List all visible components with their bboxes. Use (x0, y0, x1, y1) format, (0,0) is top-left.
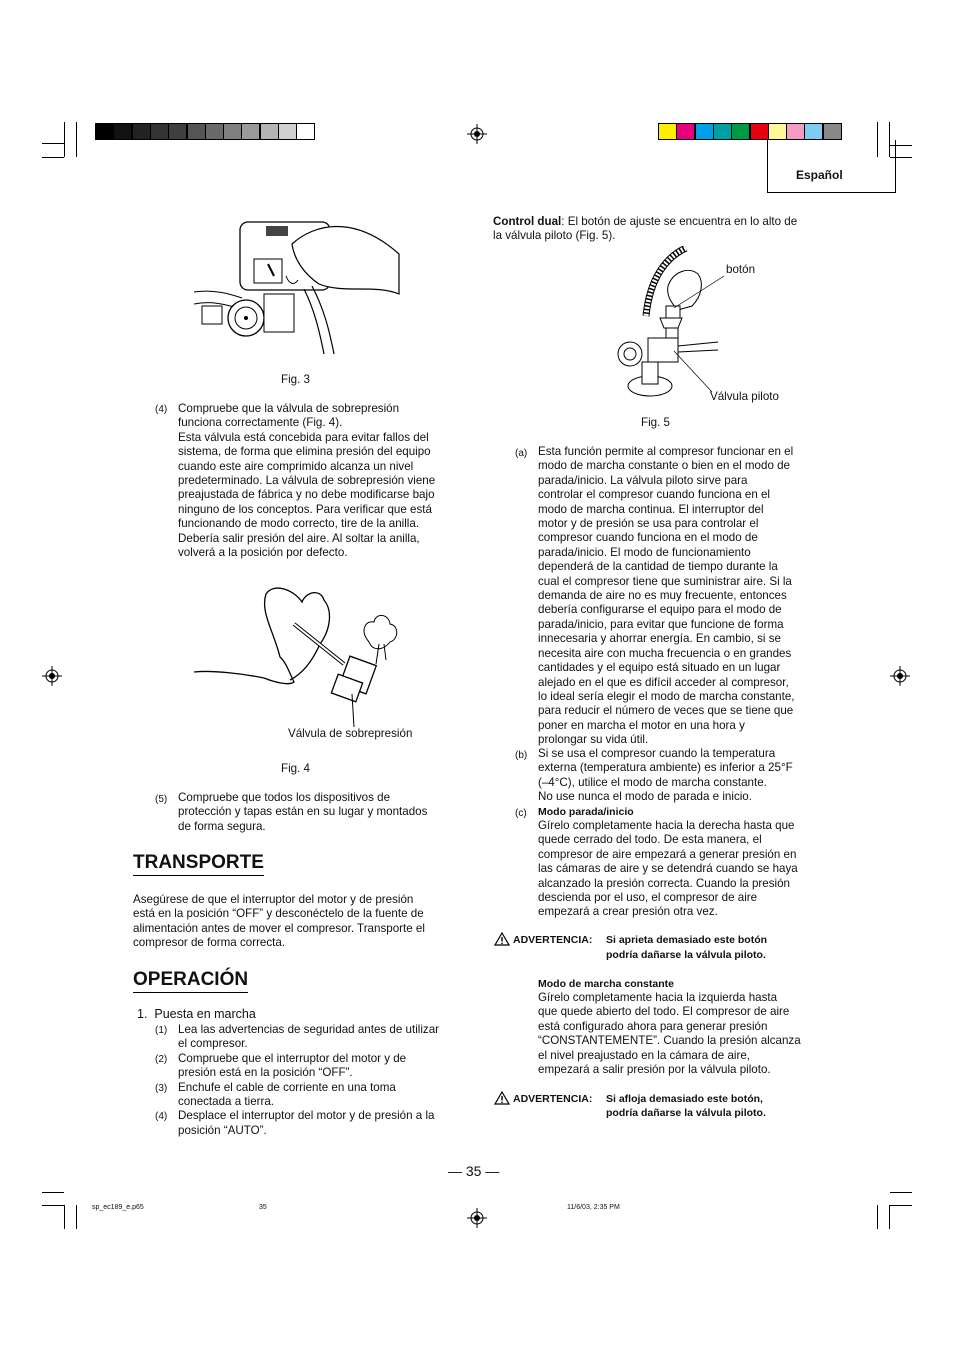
text-line: que quede abierto del todo. El compresor de aire (538, 1005, 790, 1019)
text-line: empezará a crear presión otra vez. (538, 905, 718, 919)
puesta-en-marcha-heading: 1. Puesta en marcha (137, 1007, 256, 1021)
fig3-caption: Fig. 3 (281, 373, 310, 386)
calibration-swatch (95, 123, 114, 140)
text-line: parada/inicio. La válvula piloto sirve para (538, 473, 748, 487)
compressor-hand-illustration (194, 214, 404, 356)
text-line: conectada a tierra. (178, 1095, 275, 1109)
fig5-label-boton: botón (726, 263, 756, 276)
text-line: alcanzado la presión correcta. Cuando la presión (538, 876, 790, 890)
calibration-swatch (260, 123, 279, 140)
text-line: Enchufe el cable de corriente en una toma (178, 1080, 396, 1094)
step-item (155, 1081, 465, 1110)
crop-mark (889, 1205, 890, 1229)
text-line: presión está en la posición “OFF”. (178, 1066, 353, 1080)
text-line: parada/inicio, para evitar que funcione de forma (538, 617, 784, 631)
registration-mark-icon (42, 666, 62, 686)
control-dual-paragraph (493, 215, 823, 244)
text-line: modo de marcha continua. El interruptor del (538, 502, 764, 516)
crop-mark (42, 143, 64, 144)
text-line: alimentación antes de mover el compresor. Transporte el (133, 921, 425, 935)
calibration-swatch (187, 123, 206, 140)
text-line: cantidades y el equipo está situado en un lugar (538, 661, 781, 675)
calibration-swatch (713, 123, 732, 140)
text-line: compresor de forma correcta. (133, 936, 286, 950)
text-line: preajustada de fábrica y no debe modificarse bajo (178, 488, 435, 502)
fig4-label: Válvula de sobrepresión (288, 727, 413, 740)
footer-file: sp_ec189_e.p65 (92, 1204, 144, 1211)
step-item (155, 1109, 465, 1138)
language-tab (767, 140, 896, 193)
registration-mark-icon (890, 666, 910, 686)
text-line: Compruebe que el interruptor del motor y de (178, 1051, 407, 1065)
item-number: (c) (515, 808, 527, 819)
item-number: (b) (515, 750, 528, 761)
steps-list (155, 1023, 465, 1138)
text-line: Esta válvula está concebida para evitar fallos del (178, 430, 429, 444)
item-number: (4) (155, 404, 168, 415)
operacion-heading: OPERACIÓN (133, 969, 248, 993)
text-line: está en la posición “OFF” y desconéctelo de la fuente de (133, 907, 424, 921)
text-line: empezará a salir presión por la válvula piloto. (538, 1063, 771, 1077)
item4-text (178, 402, 468, 560)
warning-label: ADVERTENCIA: (513, 1093, 593, 1105)
footer-page: 35 (259, 1204, 267, 1211)
step-item (155, 1052, 465, 1081)
fig4-caption: Fig. 4 (281, 762, 310, 775)
safety-valve-hand-illustration (194, 582, 409, 727)
item-c-text (538, 819, 828, 920)
warning-label: ADVERTENCIA: (513, 934, 593, 946)
text-line: poner en marcha el motor en una hora y (538, 718, 745, 732)
calibration-swatch (132, 123, 151, 140)
text-line: volverá a la posición por defecto. (178, 546, 348, 560)
text-line: Lea las advertencias de seguridad antes de utilizar (178, 1023, 440, 1036)
text-line: Compruebe que la válvula de sobrepresión (178, 402, 400, 415)
calibration-swatch (768, 123, 787, 140)
item-a-text (538, 445, 828, 748)
text-line: el nivel preajustado en la cámara de aire, (538, 1048, 751, 1062)
warning-triangle-icon (494, 932, 510, 946)
text-line: Desplace el interruptor del motor y de presión a la (178, 1109, 435, 1123)
modo-constante-title: Modo de marcha constante (538, 978, 674, 990)
item5-text (178, 791, 468, 834)
calibration-swatch (113, 123, 132, 140)
crop-mark (76, 1205, 77, 1229)
language-label: Español (796, 168, 843, 182)
modo-parada-title: Modo parada/inicio (538, 806, 634, 818)
text-line: (–4°C), utilice el modo de marcha constante. (538, 775, 767, 789)
control-dual-text-2: la válvula piloto (Fig. 5). (493, 229, 616, 243)
text-line: dependerá de la cantidad de tiempo durante la (538, 560, 778, 574)
text-line: posición “AUTO”. (178, 1123, 267, 1137)
calibration-swatch (168, 123, 187, 140)
text-line: Debería salir presión del aire. Al soltar la anilla, (178, 531, 420, 545)
warning-triangle-icon (494, 1091, 510, 1105)
text-line: Si se usa el compresor cuando la temperatura (538, 747, 776, 760)
calibration-swatch (658, 123, 677, 140)
calibration-swatch (241, 123, 260, 140)
text-line: Gírelo completamente hacia la izquierda hasta (538, 991, 778, 1004)
step-item (155, 1023, 465, 1052)
item-number: (a) (515, 448, 528, 459)
text-line: necesita aire con mucha frecuencia o en grandes (538, 646, 792, 660)
text-line: parada/inicio. El modo de funcionamiento (538, 545, 751, 559)
control-dual-label: Control dual (493, 215, 562, 228)
text-line: protección y tapas están en su lugar y montados (178, 805, 428, 819)
text-line: predeterminado. La válvula de sobrepresión viene (178, 474, 436, 488)
calibration-swatch (750, 123, 769, 140)
text-line: Gírelo completamente hacia la derecha hasta que (538, 819, 795, 832)
transporte-heading: TRANSPORTE (133, 852, 264, 876)
text-line: Compruebe que todos los dispositivos de (178, 791, 391, 804)
crop-mark (877, 1205, 878, 1229)
text-line: el compresor. (178, 1037, 248, 1051)
calibration-swatch (296, 123, 315, 140)
text-line: motor y de presión se usa para controlar el (538, 517, 759, 531)
item-number: (1) (155, 1025, 168, 1036)
crop-mark (42, 1192, 64, 1193)
crop-mark (42, 157, 64, 158)
text-line: descienda por el uso, el compresor de aire (538, 891, 758, 905)
crop-mark (890, 1192, 912, 1193)
text-line: cuando este aire comprimido alcanza un nivel (178, 459, 414, 473)
crop-mark (64, 122, 65, 157)
crop-mark (76, 122, 77, 157)
calibration-swatch (786, 123, 805, 140)
text-line: compresor cuando funciona en el modo de (538, 531, 758, 545)
warning1-line2: podría dañarse la válvula piloto. (606, 949, 766, 961)
text-line: prolongar su vida útil. (538, 733, 649, 747)
registration-mark-icon (467, 124, 487, 144)
item-b-text (538, 747, 828, 805)
calibration-swatch (205, 123, 224, 140)
fig5-caption: Fig. 5 (641, 416, 670, 429)
item-number: (5) (155, 794, 168, 805)
text-line: “CONSTANTEMENTE”. Cuando la presión alcanza (538, 1034, 801, 1048)
text-line: de forma segura. (178, 819, 266, 833)
item-number: (4) (155, 1111, 168, 1123)
page-number: — 35 — (448, 1163, 500, 1179)
text-line: ninguno de los conceptos. Para verificar que está (178, 502, 432, 516)
footer-date: 11/6/03, 2:35 PM (567, 1204, 620, 1211)
calibration-swatch (823, 123, 842, 140)
modo-constante-text (538, 991, 828, 1077)
calibration-swatch (223, 123, 242, 140)
text-line: las cámaras de aire y se detendrá cuando se haya (538, 862, 798, 876)
warning1-line1: Si aprieta demasiado este botón (606, 934, 768, 946)
calibration-swatch (731, 123, 750, 140)
text-line: controlar el compresor cuando funciona en el (538, 488, 771, 502)
crop-mark (64, 1205, 65, 1229)
text-line: demanda de aire no es muy frecuente, entonces (538, 589, 787, 603)
calibration-swatch (695, 123, 714, 140)
calibration-swatch (150, 123, 169, 140)
text-line: Esta función permite al compresor funcionar en el (538, 445, 794, 458)
warning2-line2: podría dañarse la válvula piloto. (606, 1107, 766, 1119)
calibration-swatch (278, 123, 297, 140)
text-line: alejado en el que es difícil acceder al compresor, (538, 675, 789, 689)
item-number: (3) (155, 1082, 168, 1094)
registration-mark-icon (467, 1208, 487, 1228)
text-line: No use nunca el modo de parada e inicio. (538, 790, 752, 804)
text-line: compresor de aire empezará a generar presión en (538, 847, 797, 861)
text-line: innecesaria y ahorrar energía. En cambio, si se (538, 632, 781, 646)
text-line: Asegúrese de que el interruptor del motor y de presión (133, 893, 414, 906)
text-line: modo de marcha constante o bien en el modo de (538, 459, 791, 473)
fig5-label-valvula: Válvula piloto (710, 390, 779, 403)
text-line: quede cerrado del todo. De esta manera, el (538, 833, 762, 847)
text-line: para reducir el número de veces que se tiene que (538, 704, 794, 718)
text-line: debería configurarse el equipo para el modo de (538, 603, 782, 617)
text-line: sistema, de forma que elimina presión del equipo (178, 445, 431, 459)
text-line: lo ideal sería elegir el modo de marcha constante, (538, 689, 795, 703)
calibration-swatch (676, 123, 695, 140)
pilot-valve-illustration (608, 246, 728, 406)
text-line: externa (temperatura ambiente) es inferior a 25°F (538, 761, 793, 775)
text-line: funcionando de modo correcto, tire de la anilla. (178, 517, 420, 531)
text-line: cual el compresor tiene que suministrar aire. Si la (538, 574, 792, 588)
warning2-line1: Si afloja demasiado este botón, (606, 1093, 763, 1105)
transporte-text (133, 893, 463, 951)
text-line: está configurado ahora para generar presión (538, 1019, 768, 1033)
control-dual-text: : El botón de ajuste se encuentra en lo alto de (561, 215, 798, 228)
crop-mark (890, 1205, 912, 1206)
item-number: (2) (155, 1053, 168, 1065)
calibration-swatch (804, 123, 823, 140)
crop-mark (42, 1205, 64, 1206)
text-line: funciona correctamente (Fig. 4). (178, 416, 343, 430)
